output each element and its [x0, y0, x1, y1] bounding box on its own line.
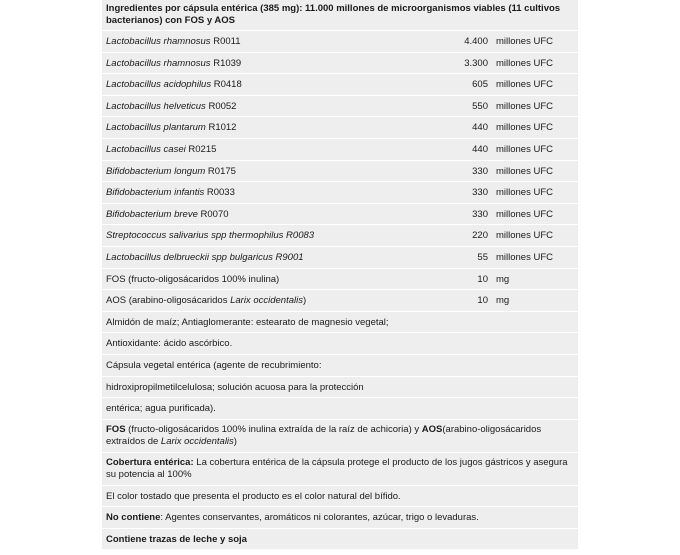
strain-unit: millones UFC [496, 57, 554, 69]
water-row: entérica; agua purificada). [102, 398, 578, 420]
strain-amount: 55 [477, 251, 488, 263]
strain-name: Lactobacillus plantarum R1012 [106, 122, 237, 134]
fos-unit: mg [496, 273, 510, 285]
coating-text: Cobertura entérica: La cobertura entérica de la cápsula protege el producto de los jugos gástricos y asegura su potencia al 100% [106, 456, 568, 480]
strain-row [102, 96, 578, 118]
strain-amount: 330 [472, 187, 488, 199]
strain-unit: millones UFC [496, 143, 554, 155]
aos-unit: mg [496, 295, 510, 307]
strain-amount: 440 [472, 143, 488, 155]
strain-name: Lactobacillus helveticus R0052 [106, 100, 237, 112]
strain-row [102, 204, 578, 226]
strain-amount: 440 [472, 122, 488, 134]
strain-name: Lactobacillus rhamnosus R1039 [106, 57, 242, 69]
strain-amount: 550 [472, 100, 488, 112]
strain-name: Bifidobacterium longum R0175 [106, 165, 236, 177]
strain-row [102, 247, 578, 269]
fos-label: FOS (fructo-oligosácaridos 100% inulina) [106, 273, 280, 285]
aos-label: AOS (arabino-oligosácaridos Larix occidentalis) [106, 295, 307, 307]
strain-name: Lactobacillus delbrueckii spp bulgaricus R9001 [106, 251, 304, 263]
strain-amount: 220 [472, 230, 488, 242]
strain-row [102, 182, 578, 204]
strain-amount: 4.400 [464, 36, 488, 47]
fos-row [102, 269, 578, 291]
trazas-row: Contiene trazas de leche y soja [102, 529, 578, 551]
strain-amount: 605 [472, 79, 488, 91]
strain-rows [102, 31, 578, 269]
ingredients-table [102, 0, 578, 550]
capsule-row: Cápsula vegetal entérica (agente de recubrimiento: [102, 355, 578, 377]
coating-row [102, 453, 578, 486]
strain-unit: millones UFC [496, 230, 554, 242]
strain-name: Lactobacillus rhamnosus R0011 [106, 36, 241, 47]
fos-note-row [102, 420, 578, 453]
strain-name: Lactobacillus acidophilus R0418 [106, 79, 242, 91]
strain-name: Streptococcus salivarius spp thermophilus R0083 [106, 230, 315, 242]
strain-name: Bifidobacterium breve R0070 [106, 208, 229, 220]
strain-row [102, 225, 578, 247]
strain-amount: 330 [472, 208, 488, 220]
strain-row [102, 74, 578, 96]
strain-unit: millones UFC [496, 79, 554, 91]
strain-unit: millones UFC [496, 122, 554, 134]
strain-row [102, 139, 578, 161]
antioxidant-row: Antioxidante: ácido ascórbico. [102, 333, 578, 355]
fos-note-text: FOS (fructo-oligosácaridos 100% inulina extraída de la raíz de achicoria) y AOS(arabino-oligosácaridos extraídos de Larix occidentalis) [106, 423, 542, 447]
strain-amount: 3.300 [464, 57, 488, 69]
strain-name: Lactobacillus casei R0215 [106, 143, 217, 155]
strain-name: Bifidobacterium infantis R0033 [106, 187, 235, 199]
strain-unit: millones UFC [496, 165, 554, 177]
strain-unit: millones UFC [496, 100, 554, 112]
coating-agent-row: hidroxipropilmetilcelulosa; solución acuosa para la protección [102, 377, 578, 399]
aos-row [102, 290, 578, 312]
strain-unit: millones UFC [496, 187, 554, 199]
header-text: Ingredientes por cápsula entérica (385 mg): 11.000 millones de microorganismos viables (11 cultivos bacterianos) con FOS y AOS [106, 3, 561, 26]
strain-row [102, 53, 578, 75]
strain-row [102, 117, 578, 139]
excipients-row: Almidón de maíz; Antiaglomerante: estearato de magnesio vegetal; [102, 312, 578, 334]
no-contiene-row: No contiene: Agentes conservantes, aromáticos ni colorantes, azúcar, trigo o levaduras. [102, 507, 578, 529]
strain-unit: millones UFC [496, 251, 554, 263]
strain-unit: millones UFC [496, 208, 554, 220]
table-header [102, 0, 578, 31]
strain-row [102, 31, 578, 53]
strain-unit: millones UFC [496, 36, 554, 47]
aos-amount: 10 [477, 295, 488, 307]
fos-amount: 10 [477, 273, 488, 285]
strain-amount: 330 [472, 165, 488, 177]
strain-row [102, 161, 578, 183]
color-note-row: El color tostado que presenta el producto es el color natural del bífido. [102, 486, 578, 508]
